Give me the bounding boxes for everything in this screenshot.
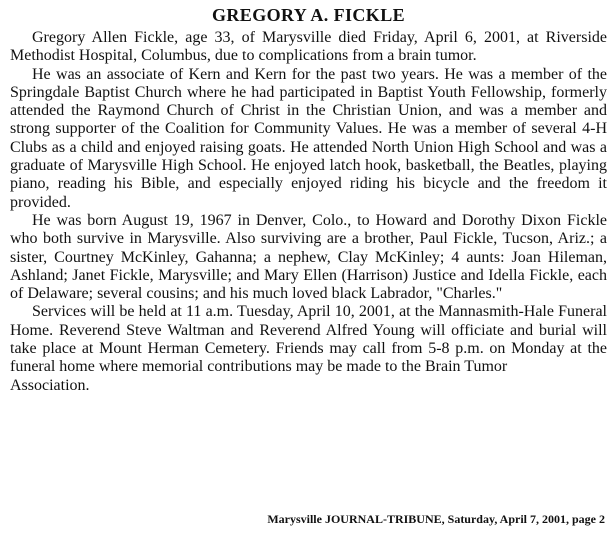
- obituary-closing-line: Association.: [10, 376, 90, 394]
- obituary-clipping: [10, 4, 607, 534]
- obituary-paragraph-life: He was an associate of Kern and Kern for the past two years. He was a member of the Springdale Baptist Church where he had participated in Baptist Youth Fellowship, formerly attended the Raymond Church of Christ in the Christian Union, and was a member and strong supporter of the Coalition for Community Values. He was a member of several 4-H Clubs as a child and enjoyed raising goats. He attended North Union High School and was a graduate of Marysville High School. He enjoyed latch hook, basketball, the Beatles, playing piano, reading his Bible, and especially enjoyed riding his bicycle and the freedom it provided.: [10, 65, 607, 211]
- obituary-title: GREGORY A. FICKLE: [211, 5, 406, 25]
- source-citation: Marysville JOURNAL-TRIBUNE, Saturday, April 7, 2001, page 2: [267, 512, 605, 526]
- obituary-paragraph-survivors: He was born August 19, 1967 in Denver, Colo., to Howard and Dorothy Dixon Fickle who both survive in Marysville. Also surviving are a brother, Paul Fickle, Tucson, Ariz.; a sister, Courtney McKinley, Gahanna; a nephew, Clay McKinley; 4 aunts: Joan Hileman, Ashland; Janet Fickle, Marysville; and Mary Ellen (Harrison) Justice and Idella Fickle, each of Delaware; several cousins; and his much loved black Labrador, "Charles.": [10, 211, 607, 303]
- obituary-paragraph-services: Services will be held at 11 a.m. Tuesday, April 10, 2001, at the Mannasmith-Hale Funeral Home. Reverend Steve Waltman and Reverend Alfred Young will officiate and burial will take place at Mount Herman Cemetery. Friends may call from 5-8 p.m. on Monday at the funeral home where memorial contributions may be made to the Brain Tumor: [10, 303, 607, 376]
- obituary-paragraph-death-notice: Gregory Allen Fickle, age 33, of Marysville died Friday, April 6, 2001, at Riverside Methodist Hospital, Columbus, due to complications from a brain tumor.: [10, 29, 607, 65]
